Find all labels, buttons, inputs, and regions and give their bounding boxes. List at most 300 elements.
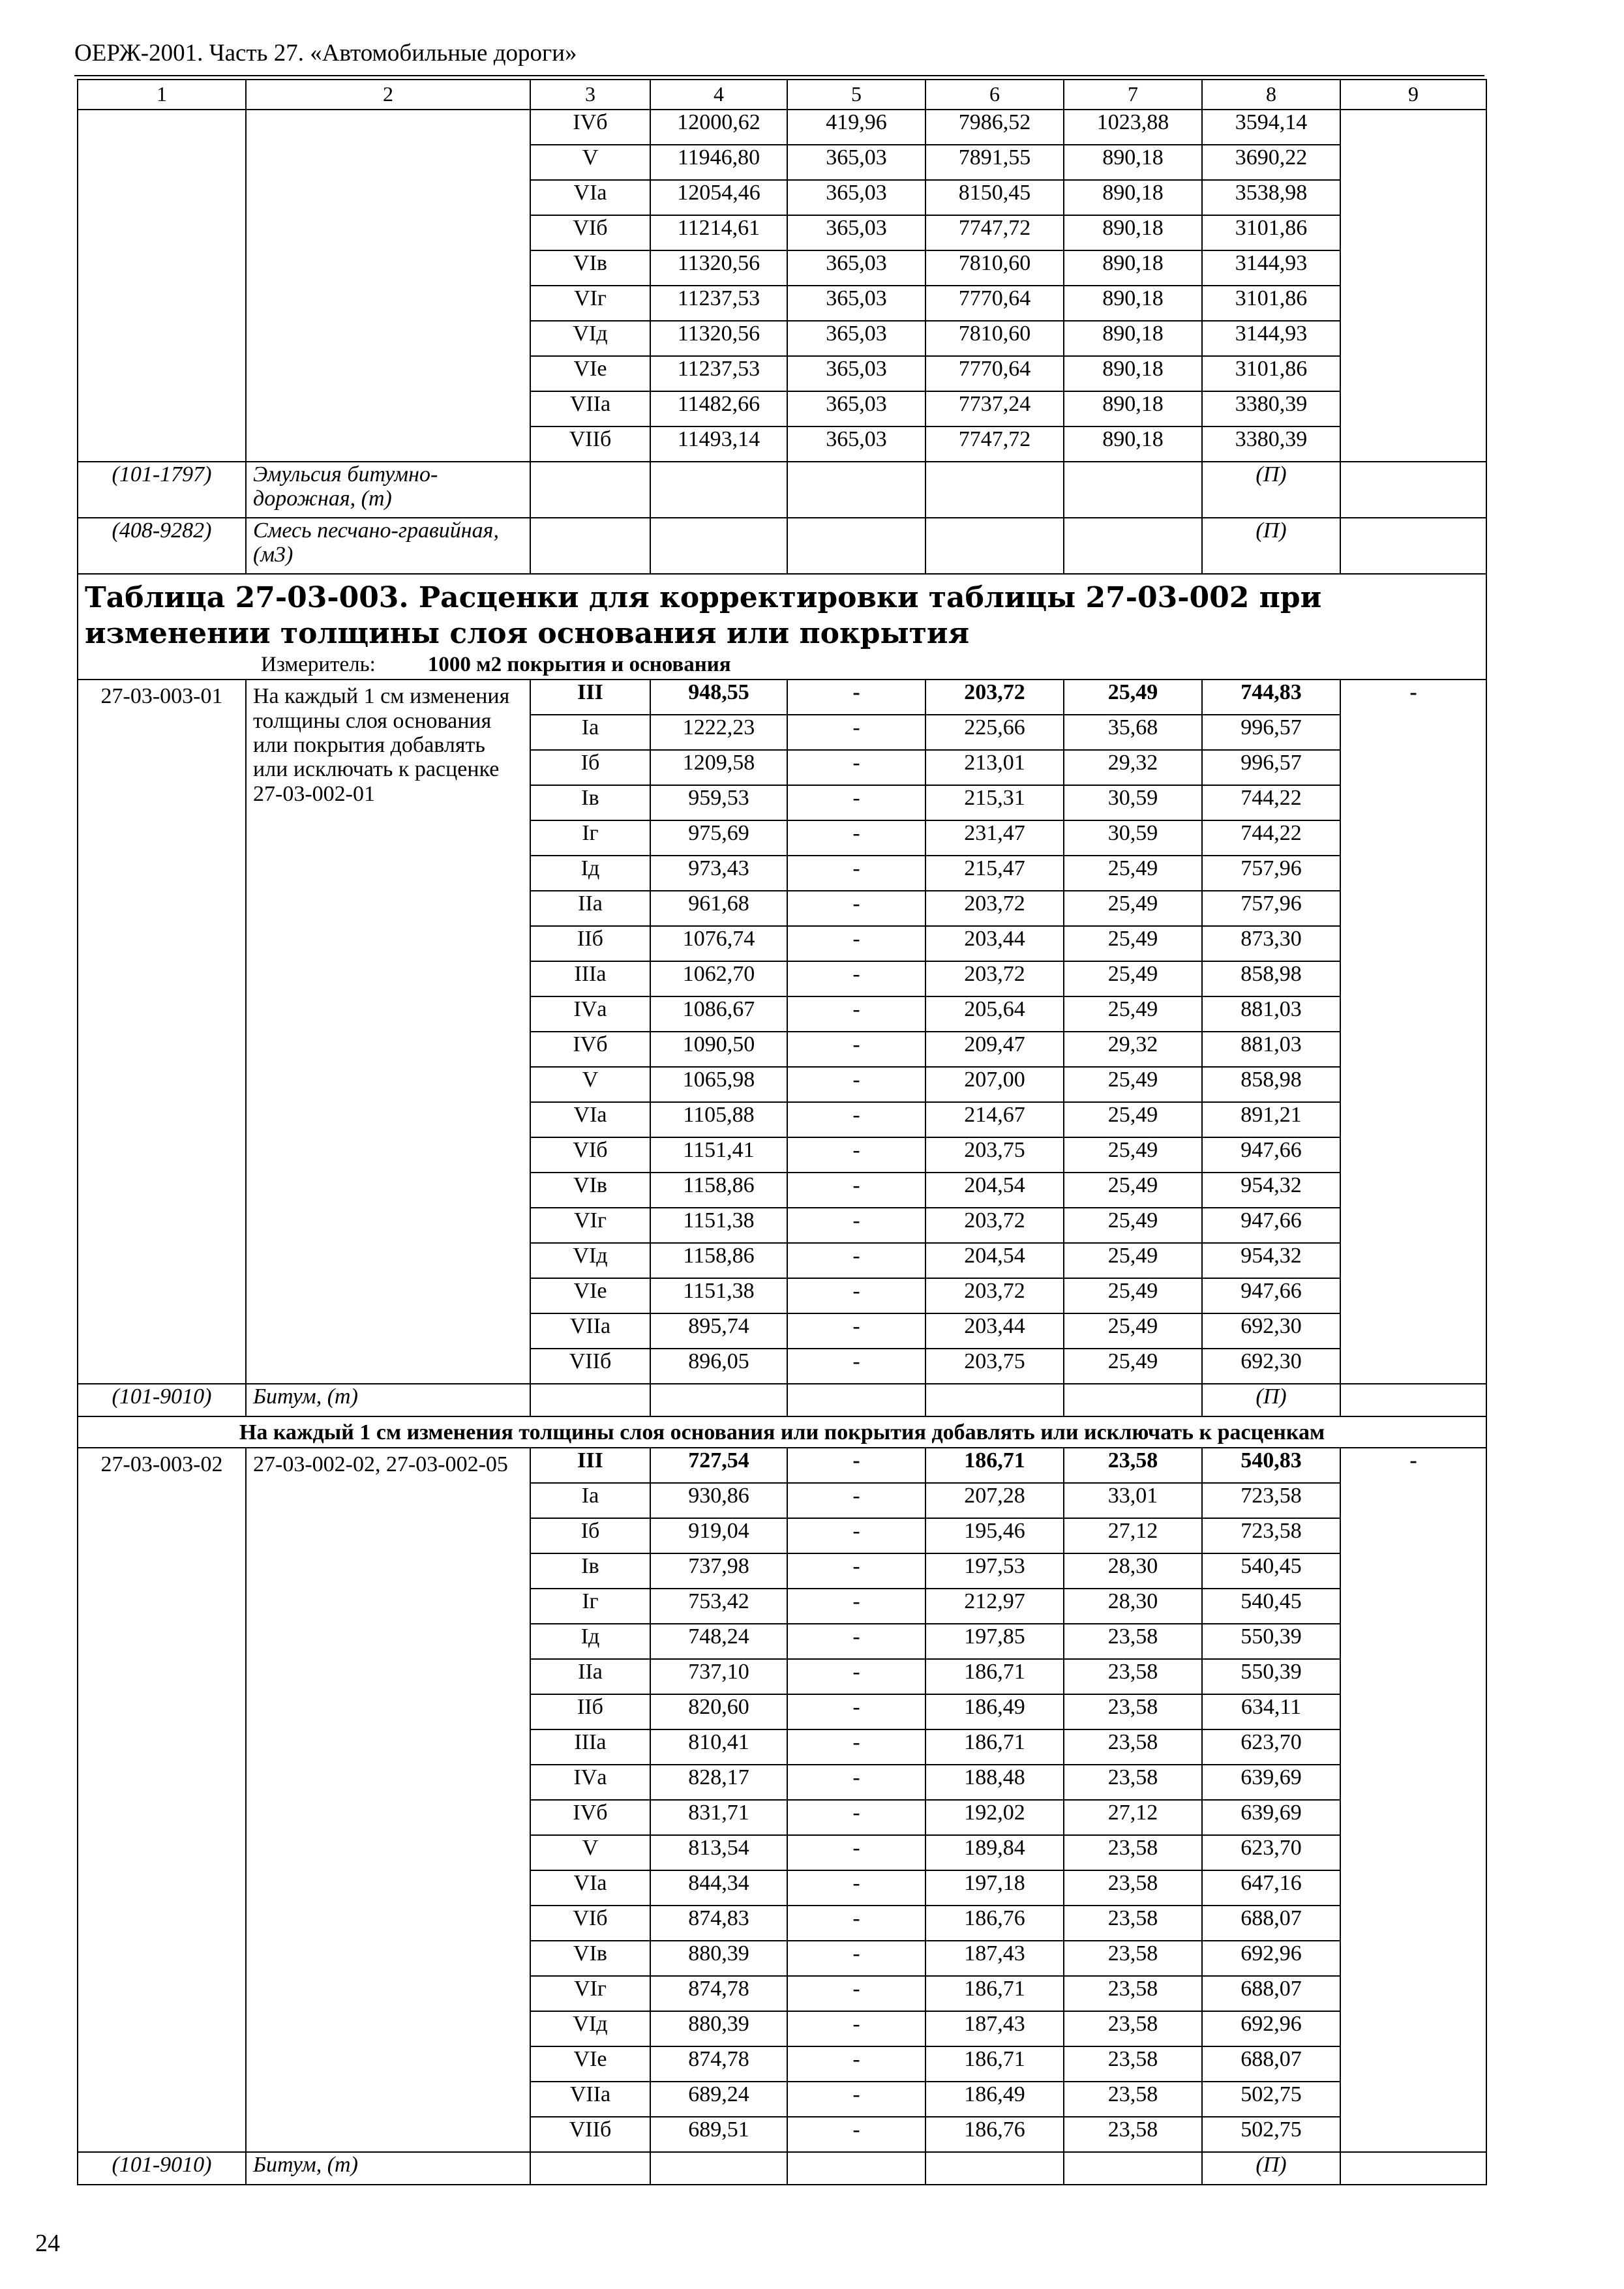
materials-cost: 3380,39 [1202, 426, 1340, 462]
wages: - [787, 1173, 925, 1208]
region-code: VIд [530, 2011, 650, 2046]
wages: - [787, 1137, 925, 1173]
region-code: VIе [530, 356, 650, 391]
wages: - [787, 1553, 925, 1589]
materials-cost: 996,57 [1202, 750, 1340, 785]
total-cost: 1105,88 [650, 1102, 787, 1137]
measure-label: Измеритель: [261, 653, 376, 676]
empty-cell [787, 518, 925, 574]
material-mark: (П) [1202, 1384, 1340, 1416]
empty-cell [530, 1384, 650, 1416]
materials-cost: 881,03 [1202, 1032, 1340, 1067]
materials-cost: 723,58 [1202, 1483, 1340, 1518]
total-cost: 1151,41 [650, 1137, 787, 1173]
machine-cost: 215,47 [925, 856, 1064, 891]
material-mark: (П) [1202, 462, 1340, 518]
machine-cost: 7770,64 [925, 356, 1064, 391]
machine-cost: 203,44 [925, 1313, 1064, 1349]
machinist-wages: 25,49 [1064, 1313, 1202, 1349]
total-cost: 1090,50 [650, 1032, 787, 1067]
rate-description: На каждый 1 см изменения толщины слоя основания или покрытия добавлять или исключать к расценке 27-03-002-01 [246, 680, 530, 1384]
column-number: 9 [1340, 80, 1486, 110]
machinist-wages: 890,18 [1064, 321, 1202, 356]
region-code: IIб [530, 926, 650, 961]
machinist-wages: 25,49 [1064, 680, 1202, 715]
wages: - [787, 1659, 925, 1694]
total-cost: 11237,53 [650, 286, 787, 321]
region-code: VIб [530, 215, 650, 250]
table-row [78, 110, 1486, 145]
machinist-wages: 33,01 [1064, 1483, 1202, 1518]
machine-cost: 197,18 [925, 1870, 1064, 1906]
machine-cost: 189,84 [925, 1835, 1064, 1870]
materials-cost: 744,22 [1202, 785, 1340, 820]
region-code: IIа [530, 891, 650, 926]
region-code: IVб [530, 1800, 650, 1835]
region-code: VIа [530, 1870, 650, 1906]
machinist-wages: 23,58 [1064, 1448, 1202, 1483]
machinist-wages: 23,58 [1064, 1765, 1202, 1800]
materials-cost: 634,11 [1202, 1694, 1340, 1729]
machinist-wages: 25,49 [1064, 1278, 1202, 1313]
column-number: 4 [650, 80, 787, 110]
region-code: VIв [530, 1941, 650, 1976]
machinist-wages: 23,58 [1064, 2011, 1202, 2046]
region-code: VIв [530, 250, 650, 286]
machinist-wages: 23,58 [1064, 1729, 1202, 1765]
machine-cost: 186,71 [925, 1729, 1064, 1765]
empty-cell [925, 462, 1064, 518]
machinist-wages: 23,58 [1064, 1870, 1202, 1906]
materials-cost: 996,57 [1202, 715, 1340, 750]
machine-cost: 186,71 [925, 1448, 1064, 1483]
region-code: VIб [530, 1906, 650, 1941]
materials-cost: 540,83 [1202, 1448, 1340, 1483]
machinist-wages: 23,58 [1064, 1694, 1202, 1729]
total-cost: 1151,38 [650, 1208, 787, 1243]
machinist-wages: 25,49 [1064, 1349, 1202, 1384]
machinist-wages: 23,58 [1064, 1624, 1202, 1659]
region-code: Iг [530, 1589, 650, 1624]
machine-cost: 203,72 [925, 961, 1064, 996]
rate-description: 27-03-002-02, 27-03-002-05 [246, 1448, 530, 2152]
total-cost: 1076,74 [650, 926, 787, 961]
total-cost: 12000,62 [650, 110, 787, 145]
total-cost: 737,98 [650, 1553, 787, 1589]
machine-cost: 207,00 [925, 1067, 1064, 1102]
empty-cell [1064, 462, 1202, 518]
total-cost: 737,10 [650, 1659, 787, 1694]
material-row [78, 518, 1486, 574]
region-code: VIа [530, 1102, 650, 1137]
region-code: VIIб [530, 2117, 650, 2152]
region-code: V [530, 1067, 650, 1102]
total-cost: 919,04 [650, 1518, 787, 1553]
wages: - [787, 1765, 925, 1800]
machinist-wages: 890,18 [1064, 180, 1202, 215]
description-cell-empty [246, 110, 530, 462]
total-cost: 896,05 [650, 1349, 787, 1384]
materials-cost: 891,21 [1202, 1102, 1340, 1137]
materials-cost: 947,66 [1202, 1208, 1340, 1243]
total-cost: 1062,70 [650, 961, 787, 996]
wages: - [787, 1448, 925, 1483]
wages: - [787, 1906, 925, 1941]
machinist-wages: 25,49 [1064, 961, 1202, 996]
total-cost: 820,60 [650, 1694, 787, 1729]
empty-cell [925, 2152, 1064, 2185]
machine-cost: 203,44 [925, 926, 1064, 961]
total-cost: 874,83 [650, 1906, 787, 1941]
machine-cost: 205,64 [925, 996, 1064, 1032]
column-number-row [78, 80, 1486, 110]
machinist-wages: 23,58 [1064, 2046, 1202, 2082]
wages: 365,03 [787, 356, 925, 391]
machine-cost: 186,76 [925, 1906, 1064, 1941]
material-name: Эмульсия битумно-дорожная, (т) [246, 462, 530, 518]
materials-cost: 688,07 [1202, 1976, 1340, 2011]
total-cost: 895,74 [650, 1313, 787, 1349]
table-row [78, 680, 1486, 715]
machine-cost: 203,72 [925, 680, 1064, 715]
column-number: 7 [1064, 80, 1202, 110]
machine-cost: 186,49 [925, 2082, 1064, 2117]
total-cost: 11214,61 [650, 215, 787, 250]
machinist-wages: 27,12 [1064, 1518, 1202, 1553]
machine-cost: 215,31 [925, 785, 1064, 820]
material-name: Смесь песчано-гравийная, (м3) [246, 518, 530, 574]
machine-cost: 8150,45 [925, 180, 1064, 215]
wages: - [787, 1729, 925, 1765]
material-code: (101-9010) [78, 1384, 246, 1416]
materials-cost: 757,96 [1202, 856, 1340, 891]
wages: 419,96 [787, 110, 925, 145]
total-cost: 12054,46 [650, 180, 787, 215]
empty-cell [787, 1384, 925, 1416]
header-rule [74, 75, 1484, 76]
total-cost: 874,78 [650, 2046, 787, 2082]
material-row [78, 2152, 1486, 2185]
region-code: VIа [530, 180, 650, 215]
wages: - [787, 1278, 925, 1313]
region-code: VIв [530, 1173, 650, 1208]
wages: - [787, 856, 925, 891]
region-code: Iв [530, 785, 650, 820]
machine-cost: 214,67 [925, 1102, 1064, 1137]
total-cost: 874,78 [650, 1976, 787, 2011]
wages: - [787, 2011, 925, 2046]
wages: - [787, 1102, 925, 1137]
empty-cell [1064, 518, 1202, 574]
wages: - [787, 1941, 925, 1976]
materials-cost: 881,03 [1202, 996, 1340, 1032]
empty-cell [1340, 462, 1486, 518]
machinist-wages: 30,59 [1064, 820, 1202, 856]
machinist-wages: 890,18 [1064, 250, 1202, 286]
machinist-wages: 890,18 [1064, 391, 1202, 426]
total-cost: 844,34 [650, 1870, 787, 1906]
region-code: Iа [530, 1483, 650, 1518]
machine-cost: 207,28 [925, 1483, 1064, 1518]
region-code: V [530, 1835, 650, 1870]
machinist-wages: 30,59 [1064, 785, 1202, 820]
region-code: VIе [530, 2046, 650, 2082]
total-cost: 948,55 [650, 680, 787, 715]
machinist-wages: 35,68 [1064, 715, 1202, 750]
machine-cost: 203,72 [925, 1278, 1064, 1313]
machinist-wages: 25,49 [1064, 1137, 1202, 1173]
materials-cost: 692,30 [1202, 1349, 1340, 1384]
empty-cell [925, 518, 1064, 574]
region-code: IIIа [530, 1729, 650, 1765]
machine-cost: 197,53 [925, 1553, 1064, 1589]
rate-code: 27-03-003-02 [78, 1448, 246, 2152]
total-cost: 1158,86 [650, 1243, 787, 1278]
material-row [78, 1384, 1486, 1416]
materials-cost: 647,16 [1202, 1870, 1340, 1906]
total-cost: 930,86 [650, 1483, 787, 1518]
region-code: VIг [530, 286, 650, 321]
column-number: 5 [787, 80, 925, 110]
machine-cost: 225,66 [925, 715, 1064, 750]
empty-cell [1064, 1384, 1202, 1416]
machinist-wages: 23,58 [1064, 2082, 1202, 2117]
total-cost: 1065,98 [650, 1067, 787, 1102]
column-number: 8 [1202, 80, 1340, 110]
measure-line [85, 653, 1479, 676]
material-mark: (П) [1202, 518, 1340, 574]
materials-cost: 3538,98 [1202, 180, 1340, 215]
region-code: VIе [530, 1278, 650, 1313]
materials-cost: 954,32 [1202, 1173, 1340, 1208]
materials-cost: 502,75 [1202, 2117, 1340, 2152]
region-code: IVа [530, 996, 650, 1032]
empty-cell [650, 1384, 787, 1416]
machine-cost: 7747,72 [925, 215, 1064, 250]
materials-cost: 3101,86 [1202, 286, 1340, 321]
region-code: IIб [530, 1694, 650, 1729]
page-number: 24 [35, 2230, 60, 2257]
materials-cost: 692,96 [1202, 1941, 1340, 1976]
machine-cost: 203,75 [925, 1137, 1064, 1173]
machine-cost: 7737,24 [925, 391, 1064, 426]
region-code: IIа [530, 1659, 650, 1694]
region-code: VIIа [530, 1313, 650, 1349]
machine-cost: 7810,60 [925, 250, 1064, 286]
total-cost: 689,24 [650, 2082, 787, 2117]
machinist-wages: 25,49 [1064, 996, 1202, 1032]
empty-cell [530, 2152, 650, 2185]
empty-cell [787, 462, 925, 518]
total-cost: 973,43 [650, 856, 787, 891]
wages: - [787, 1313, 925, 1349]
materials-cost: 540,45 [1202, 1553, 1340, 1589]
region-code: IVа [530, 1765, 650, 1800]
material-code: (101-1797) [78, 462, 246, 518]
wages: - [787, 1483, 925, 1518]
total-cost: 828,17 [650, 1765, 787, 1800]
machine-cost: 7747,72 [925, 426, 1064, 462]
machinist-wages: 25,49 [1064, 1067, 1202, 1102]
total-cost: 880,39 [650, 2011, 787, 2046]
region-code: Iб [530, 1518, 650, 1553]
region-code: IVб [530, 1032, 650, 1067]
section-heading [78, 574, 1486, 680]
region-code: Iд [530, 1624, 650, 1659]
machinist-wages: 23,58 [1064, 1906, 1202, 1941]
wages: - [787, 750, 925, 785]
wages: 365,03 [787, 321, 925, 356]
section-title-row [78, 574, 1486, 680]
wages: - [787, 1589, 925, 1624]
region-code: Iг [530, 820, 650, 856]
rates-table [77, 79, 1487, 2185]
total-cost: 748,24 [650, 1624, 787, 1659]
materials-cost: 550,39 [1202, 1624, 1340, 1659]
machine-cost: 212,97 [925, 1589, 1064, 1624]
region-code: Iб [530, 750, 650, 785]
machine-cost: 209,47 [925, 1032, 1064, 1067]
total-cost: 11946,80 [650, 145, 787, 180]
machine-cost: 7770,64 [925, 286, 1064, 321]
machinist-wages: 23,58 [1064, 2117, 1202, 2152]
empty-cell [1340, 1384, 1486, 1416]
region-code: VIг [530, 1208, 650, 1243]
machine-cost: 204,54 [925, 1243, 1064, 1278]
region-code: VIIа [530, 391, 650, 426]
empty-cell [650, 518, 787, 574]
machinist-wages: 25,49 [1064, 926, 1202, 961]
wages: - [787, 926, 925, 961]
machinist-wages: 23,58 [1064, 1976, 1202, 2011]
machinist-wages: 890,18 [1064, 286, 1202, 321]
total-cost: 810,41 [650, 1729, 787, 1765]
wages: - [787, 2082, 925, 2117]
col9-value: - [1340, 680, 1486, 1384]
machine-cost: 188,48 [925, 1765, 1064, 1800]
machine-cost: 197,85 [925, 1624, 1064, 1659]
machinist-wages: 25,49 [1064, 1102, 1202, 1137]
materials-cost: 723,58 [1202, 1518, 1340, 1553]
region-code: VIIа [530, 2082, 650, 2117]
wages: - [787, 1032, 925, 1067]
material-mark: (П) [1202, 2152, 1340, 2185]
machine-cost: 186,71 [925, 1659, 1064, 1694]
wages: 365,03 [787, 180, 925, 215]
empty-cell [1064, 2152, 1202, 2185]
materials-cost: 692,96 [1202, 2011, 1340, 2046]
total-cost: 959,53 [650, 785, 787, 820]
wages: 365,03 [787, 250, 925, 286]
col9-value: - [1340, 1448, 1486, 2152]
region-code: VIг [530, 1976, 650, 2011]
wages: 365,03 [787, 286, 925, 321]
machine-cost: 186,71 [925, 1976, 1064, 2011]
region-code: V [530, 145, 650, 180]
total-cost: 961,68 [650, 891, 787, 926]
region-code: VIIб [530, 1349, 650, 1384]
table-title: Таблица 27-03-003. Расценки для корректировки таблицы 27-03-002 при изменении толщины слоя основания или покрытия [85, 581, 1322, 650]
total-cost: 11320,56 [650, 250, 787, 286]
machine-cost: 186,49 [925, 1694, 1064, 1729]
total-cost: 11320,56 [650, 321, 787, 356]
measure-value: 1000 м2 покрытия и основания [427, 653, 731, 676]
wages: - [787, 1870, 925, 1906]
materials-cost: 3594,14 [1202, 110, 1340, 145]
empty-cell [650, 2152, 787, 2185]
machinist-wages: 890,18 [1064, 426, 1202, 462]
machinist-wages: 25,49 [1064, 1208, 1202, 1243]
wages: 365,03 [787, 391, 925, 426]
region-code: III [530, 680, 650, 715]
machine-cost: 186,71 [925, 2046, 1064, 2082]
total-cost: 1209,58 [650, 750, 787, 785]
material-code: (408-9282) [78, 518, 246, 574]
wages: 365,03 [787, 145, 925, 180]
region-code: VIд [530, 321, 650, 356]
machinist-wages: 890,18 [1064, 215, 1202, 250]
machine-cost: 231,47 [925, 820, 1064, 856]
materials-cost: 623,70 [1202, 1729, 1340, 1765]
materials-cost: 639,69 [1202, 1765, 1340, 1800]
rates-table-wrapper [77, 79, 1486, 2185]
empty-cell [530, 462, 650, 518]
region-code: VIд [530, 1243, 650, 1278]
machinist-wages: 28,30 [1064, 1553, 1202, 1589]
total-cost: 689,51 [650, 2117, 787, 2152]
machinist-wages: 23,58 [1064, 1835, 1202, 1870]
materials-cost: 757,96 [1202, 891, 1340, 926]
empty-cell [1340, 2152, 1486, 2185]
material-code: (101-9010) [78, 2152, 246, 2185]
wages: - [787, 1208, 925, 1243]
wages: - [787, 820, 925, 856]
total-cost: 813,54 [650, 1835, 787, 1870]
rates-table-body [78, 80, 1486, 2185]
machinist-wages: 29,32 [1064, 1032, 1202, 1067]
materials-cost: 3690,22 [1202, 145, 1340, 180]
subheader-row [78, 1416, 1486, 1448]
machine-cost: 187,43 [925, 1941, 1064, 1976]
materials-cost: 688,07 [1202, 1906, 1340, 1941]
empty-cell [925, 1384, 1064, 1416]
region-code: IVб [530, 110, 650, 145]
materials-cost: 540,45 [1202, 1589, 1340, 1624]
machine-cost: 187,43 [925, 2011, 1064, 2046]
total-cost: 11493,14 [650, 426, 787, 462]
machine-cost: 213,01 [925, 750, 1064, 785]
total-cost: 1086,67 [650, 996, 787, 1032]
region-code: VIIб [530, 426, 650, 462]
materials-cost: 744,83 [1202, 680, 1340, 715]
materials-cost: 692,30 [1202, 1313, 1340, 1349]
machine-cost: 7810,60 [925, 321, 1064, 356]
machine-cost: 204,54 [925, 1173, 1064, 1208]
wages: - [787, 2117, 925, 2152]
machinist-wages: 23,58 [1064, 1941, 1202, 1976]
wages: - [787, 715, 925, 750]
total-cost: 880,39 [650, 1941, 787, 1976]
running-header: ОЕРЖ-2001. Часть 27. «Автомобильные дороги» [74, 40, 577, 67]
wages: 365,03 [787, 426, 925, 462]
materials-cost: 502,75 [1202, 2082, 1340, 2117]
total-cost: 11237,53 [650, 356, 787, 391]
machinist-wages: 29,32 [1064, 750, 1202, 785]
machinist-wages: 25,49 [1064, 1173, 1202, 1208]
wages: - [787, 961, 925, 996]
machine-cost: 7891,55 [925, 145, 1064, 180]
machine-cost: 203,72 [925, 1208, 1064, 1243]
